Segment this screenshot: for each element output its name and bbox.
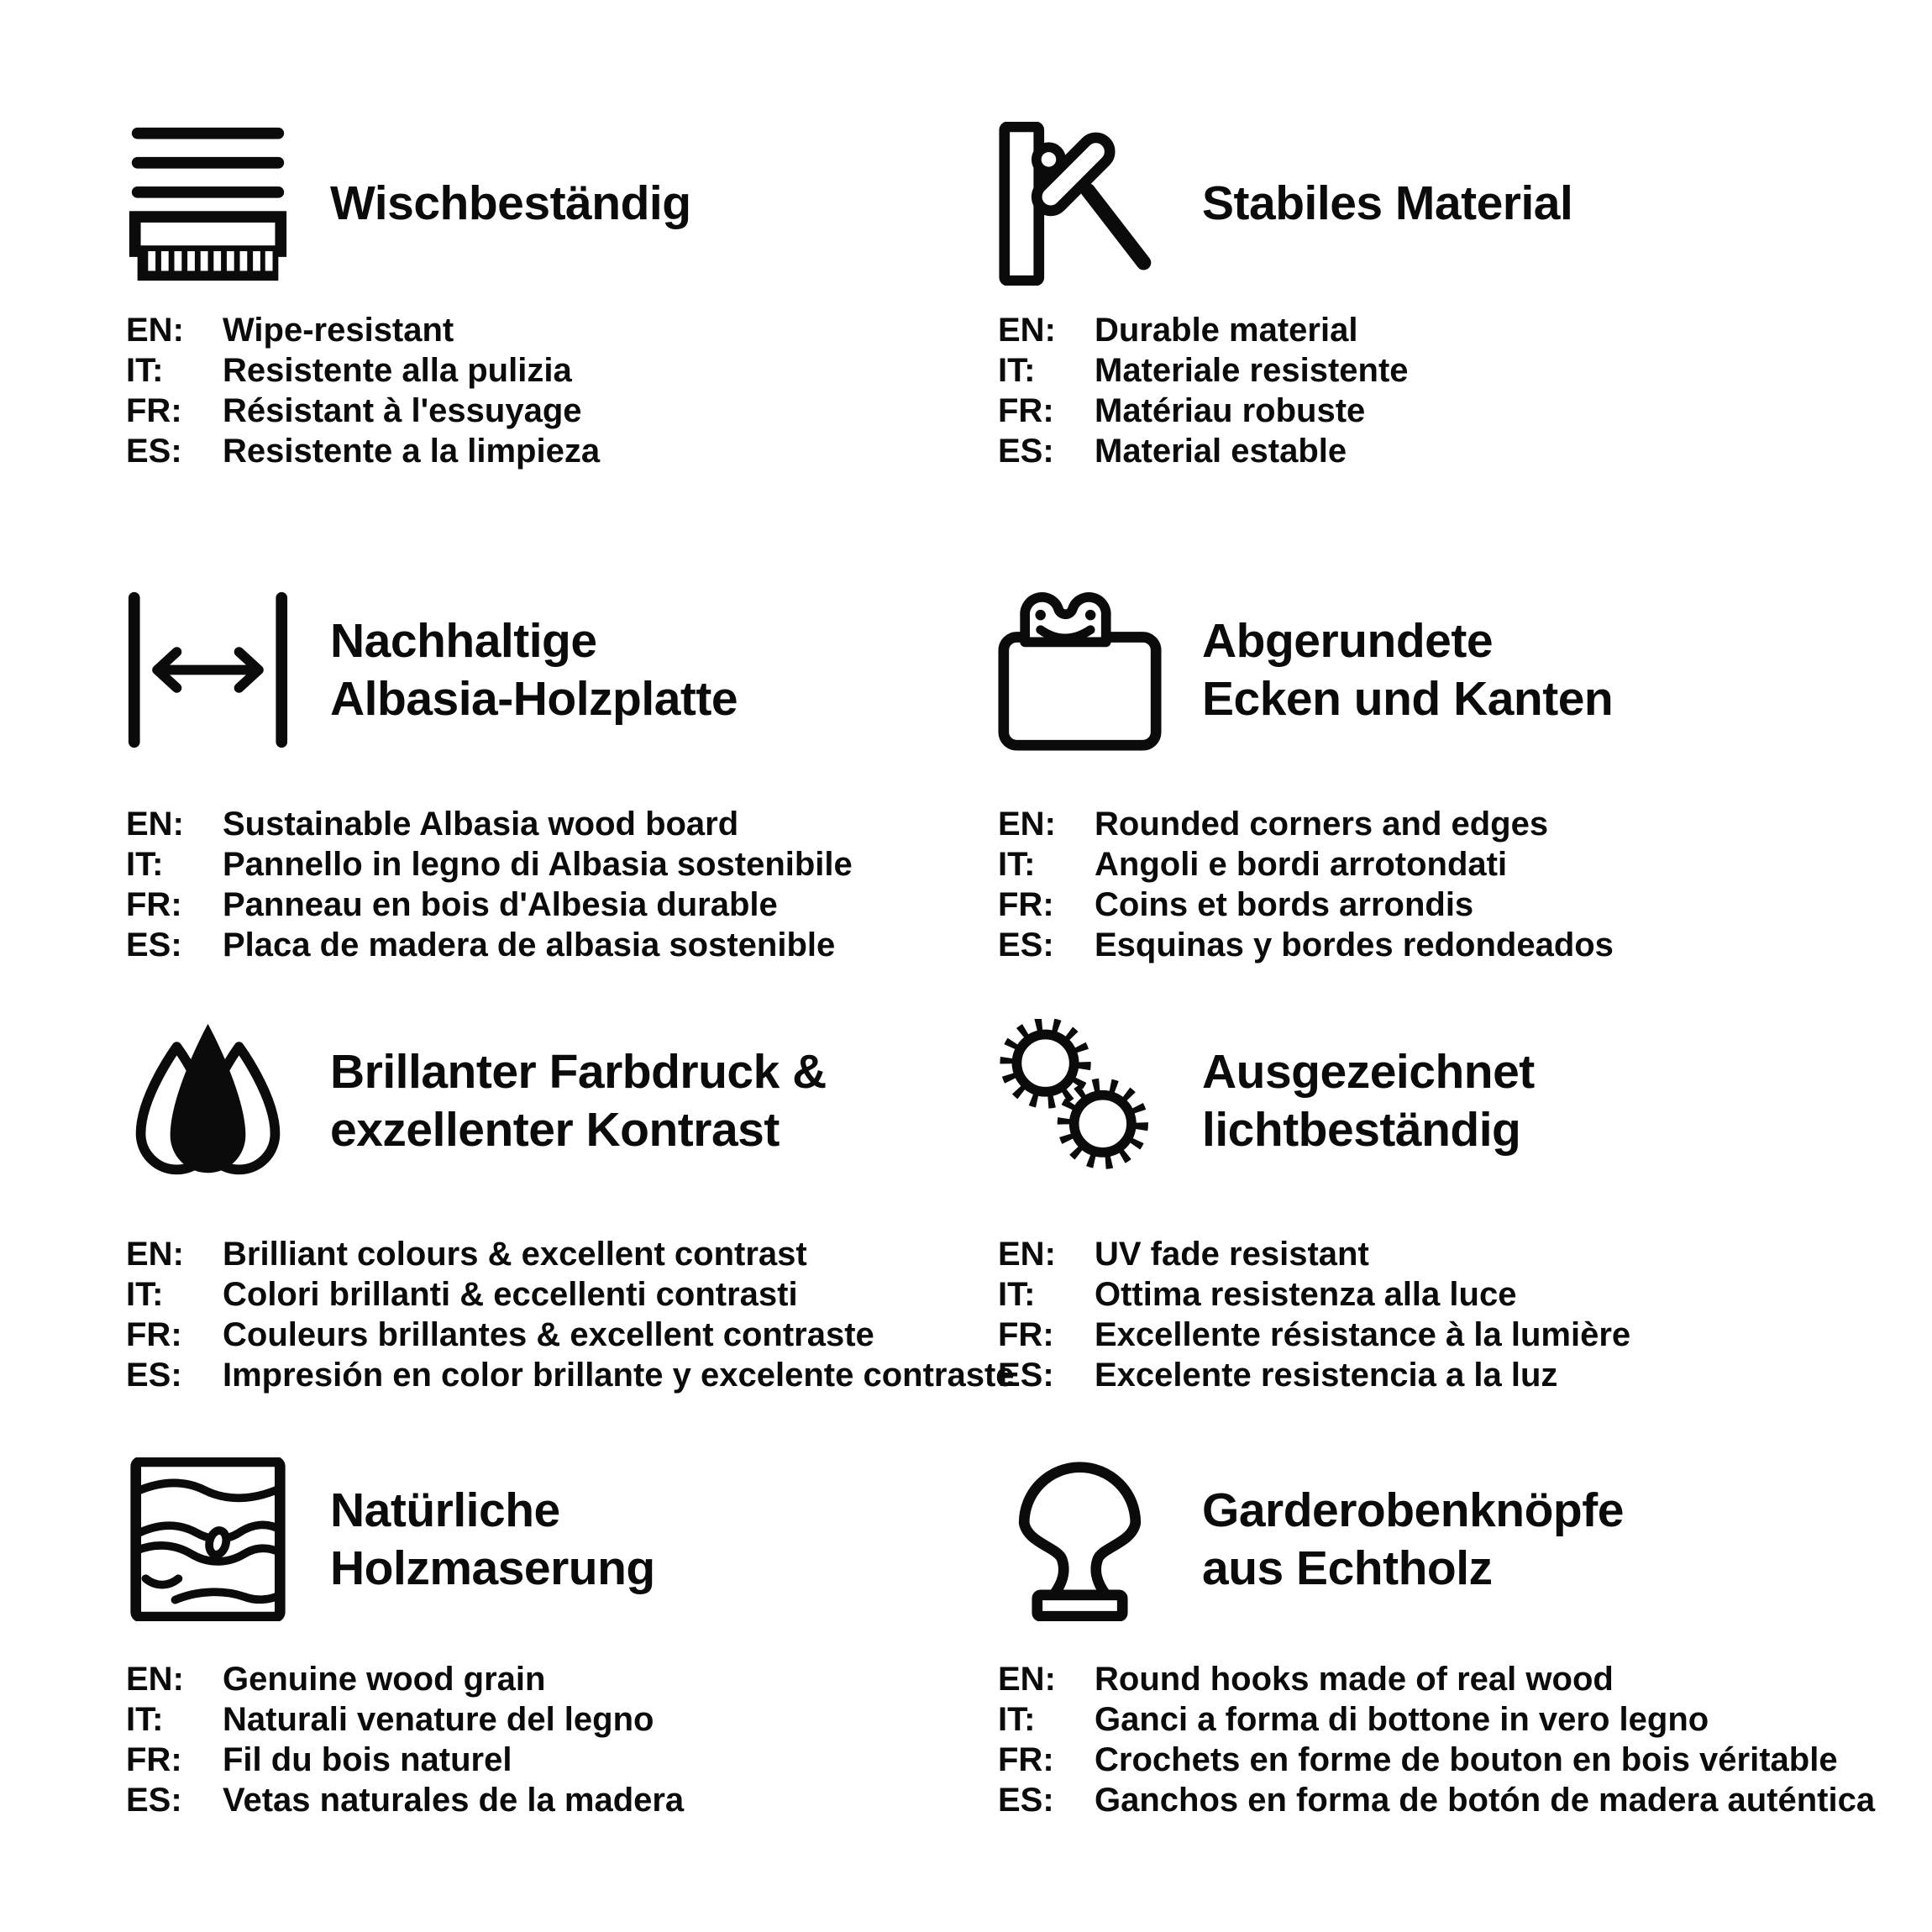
lang-label: EN: [998,1661,1056,1698]
translation-list [998,1234,1888,1395]
lang-text: Couleurs brillantes & excellent contraste [223,1316,874,1353]
lang-label: IT: [126,1701,164,1738]
title-line: exzellenter Kontrast [330,1102,780,1157]
translation-row [998,844,1888,885]
lang-label: IT: [998,846,1036,883]
feature-header [998,122,1888,286]
translation-row [998,885,1888,925]
lang-text: Materiale resistente [1095,352,1409,389]
translation-row [998,1234,1888,1274]
translation-row [126,391,1016,431]
water-drops-icon [126,1019,290,1183]
translation-row [126,844,1016,885]
lang-text: Material estable [1095,433,1347,470]
feature-title [1202,175,1572,232]
feature-durable-material [998,122,1888,471]
translation-row [998,804,1888,844]
translation-row [126,350,1016,391]
translation-row [998,1699,1888,1740]
lang-label: ES: [998,433,1054,470]
lang-text: Placa de madera de albasia sostenible [223,927,836,963]
title-line: Nachhaltige [330,614,597,669]
lang-text: Wipe-resistant [223,312,454,349]
translation-row [998,1780,1888,1820]
lang-label: EN: [998,312,1056,349]
lang-text: Naturali venature del legno [223,1701,654,1738]
feature-header [998,1457,1888,1621]
lang-text: Rounded corners and edges [1095,806,1549,843]
feature-header [126,1019,1016,1183]
translation-row [998,1740,1888,1780]
translation-row [126,1659,1016,1699]
translation-row [998,1659,1888,1699]
feature-title [1202,1043,1535,1158]
lang-text: Crochets en forme de bouton en bois véritable [1095,1741,1838,1778]
lang-label: FR: [998,1741,1054,1778]
width-arrow-icon [126,588,290,752]
lang-label: ES: [126,927,182,963]
translation-list [998,1659,1888,1820]
title-line: aus Echtholz [1202,1541,1493,1595]
lang-text: Vetas naturales de la madera [223,1782,685,1819]
lang-label: IT: [998,1701,1036,1738]
feature-header [126,588,1016,752]
feature-sustainable-wood-board [126,588,1016,965]
feature-title [330,1482,655,1597]
lang-text: Genuine wood grain [223,1661,546,1698]
translation-row [126,1740,1016,1780]
lang-label: FR: [126,392,182,429]
lang-text: Ganchos en forma de botón de madera auténtica [1095,1782,1876,1819]
translation-row [998,1355,1888,1395]
translation-row [126,1315,1016,1355]
translation-row [998,350,1888,391]
feature-header [998,1019,1888,1183]
title-line: Ecken und Kanten [1202,671,1614,726]
translation-row [126,1699,1016,1740]
lang-label: IT: [126,846,164,883]
lang-label: FR: [126,886,182,923]
feature-wood-grain [126,1457,1016,1820]
title-line: Holzmaserung [330,1541,655,1595]
lang-text: Colori brillanti & eccellenti contrasti [223,1276,798,1313]
lang-text: Excelente resistencia a la luz [1095,1357,1558,1394]
lang-label: ES: [998,1782,1054,1819]
translation-row [998,310,1888,350]
feature-title [330,1043,827,1158]
translation-row [998,431,1888,471]
wooden-knob-icon [998,1457,1162,1621]
lang-text: Ottima resistenza alla luce [1095,1276,1517,1313]
lang-label: EN: [126,312,184,349]
lang-text: Ganci a forma di bottone in vero legno [1095,1701,1709,1738]
title-line: Ausgezeichnet [1202,1045,1535,1100]
lang-label: ES: [998,1357,1054,1394]
translation-list [998,804,1888,965]
translation-row [126,1274,1016,1315]
wood-grain-icon [126,1457,290,1621]
lang-text: Sustainable Albasia wood board [223,806,739,843]
frog-towel-icon [998,588,1162,752]
translation-row [126,1780,1016,1820]
translation-row [126,925,1016,965]
feature-uv-resistant [998,1019,1888,1395]
feature-header [126,122,1016,286]
feature-wipe-resistant [126,122,1016,471]
lang-label: IT: [998,352,1036,389]
title-line: Stabiles Material [1202,176,1573,231]
translation-row [126,310,1016,350]
lang-label: EN: [126,806,184,843]
feature-brilliant-colours [126,1019,1016,1395]
translation-row [126,804,1016,844]
lang-text: Esquinas y bordes redondeados [1095,927,1614,963]
translation-row [998,925,1888,965]
lang-label: ES: [126,1357,182,1394]
translation-row [998,391,1888,431]
hammer-plank-icon [998,122,1162,286]
lang-label: IT: [998,1276,1036,1313]
lang-label: EN: [126,1661,184,1698]
title-line: Brillanter Farbdruck & [330,1045,827,1100]
title-line: Abgerundete [1202,614,1494,669]
feature-title [330,612,738,727]
lang-text: Excellente résistance à la lumière [1095,1316,1631,1353]
translation-list [998,310,1888,471]
feature-header [998,588,1888,752]
lang-text: UV fade resistant [1095,1236,1369,1273]
lang-label: EN: [998,1236,1056,1273]
lang-text: Coins et bords arrondis [1095,886,1474,923]
feature-title [1202,1482,1624,1597]
lang-text: Resistente a la limpieza [223,433,601,470]
lang-text: Round hooks made of real wood [1095,1661,1614,1698]
lang-text: Durable material [1095,312,1358,349]
title-line: Albasia-Holzplatte [330,671,738,726]
feature-wood-knobs [998,1457,1888,1820]
translation-list [126,1659,1016,1820]
translation-list [126,310,1016,471]
title-line: Natürliche [330,1483,560,1538]
lang-text: Panneau en bois d'Albesia durable [223,886,778,923]
lang-text: Impresión en color brillante y excelente contraste [223,1357,1015,1394]
feature-title [1202,612,1613,727]
translation-row [126,885,1016,925]
double-sun-icon [998,1019,1162,1183]
lang-label: FR: [998,392,1054,429]
title-line: Garderobenknöpfe [1202,1483,1624,1538]
lang-text: Pannello in legno di Albasia sostenibile [223,846,853,883]
lang-label: FR: [998,1316,1054,1353]
title-line: lichtbeständig [1202,1102,1521,1157]
translation-list [126,804,1016,965]
lang-label: IT: [126,1276,164,1313]
lang-text: Brilliant colours & excellent contrast [223,1236,807,1273]
feature-rounded-corners [998,588,1888,965]
translation-row [998,1274,1888,1315]
lang-label: FR: [126,1741,182,1778]
translation-row [998,1315,1888,1355]
translation-row [126,1234,1016,1274]
feature-title [330,175,691,232]
lang-label: FR: [998,886,1054,923]
lang-text: Résistant à l'essuyage [223,392,582,429]
lang-text: Fil du bois naturel [223,1741,512,1778]
feature-header [126,1457,1016,1621]
lang-text: Matériau robuste [1095,392,1366,429]
wiping-brush-icon [126,122,290,286]
lang-label: IT: [126,352,164,389]
lang-text: Resistente alla pulizia [223,352,572,389]
lang-label: EN: [998,806,1056,843]
translation-list [126,1234,1016,1395]
lang-label: EN: [126,1236,184,1273]
lang-label: ES: [126,1782,182,1819]
title-line: Wischbeständig [330,176,691,231]
translation-row [126,1355,1016,1395]
lang-label: FR: [126,1316,182,1353]
lang-text: Angoli e bordi arrotondati [1095,846,1508,883]
lang-label: ES: [998,927,1054,963]
lang-label: ES: [126,433,182,470]
translation-row [126,431,1016,471]
